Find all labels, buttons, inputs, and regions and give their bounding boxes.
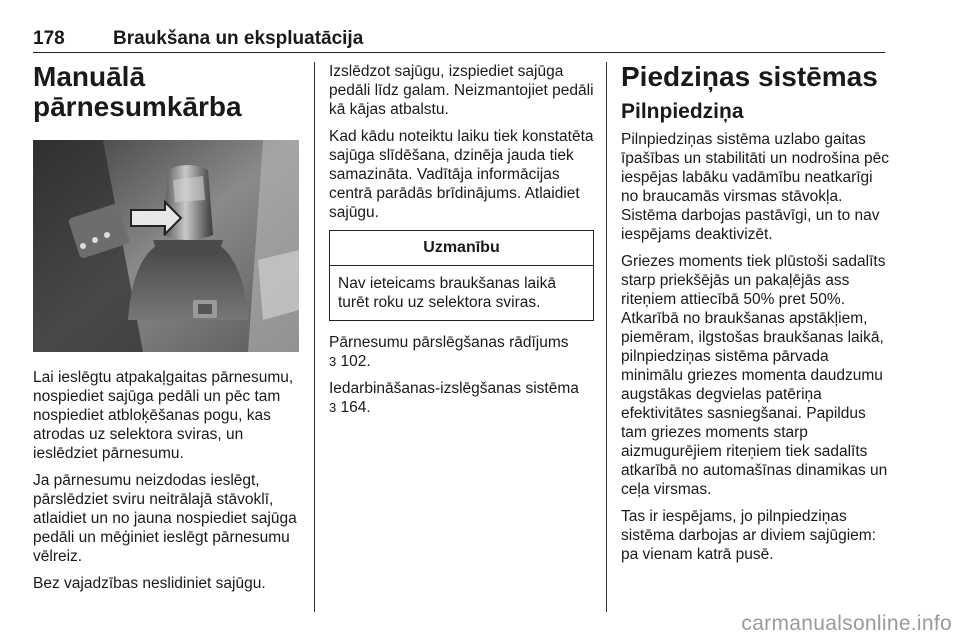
paragraph: Lai ieslēgtu atpakaļgaitas pārnesumu, nospiediet sajūga pedāli un pēc tam nospiediet atbloķēšanas pogu, kas atrodas uz selektora sviras, un ieslēdziet pārnesumu.	[33, 369, 294, 462]
column-divider	[606, 62, 607, 612]
warning-text: Nav ieteicams braukšanas laikā turēt roku uz selektora sviras.	[338, 275, 556, 311]
section-title-line2: pārnesumkārba	[33, 91, 242, 122]
paragraph: Izslēdzot sajūgu, izspiediet sajūga pedāli līdz galam. Neizmantojiet pedāli kā kājas atbalstu.	[329, 63, 594, 118]
watermark: carmanualsonline.info	[741, 612, 952, 635]
section-title: Piedziņas sistēmas	[621, 61, 878, 92]
reference-text: Iedarbināšanas-izslēgšanas sistēma	[329, 380, 579, 397]
warning-title: Uzmanību	[330, 231, 593, 266]
paragraph: Bez vajadzības neslidiniet sajūgu.	[33, 575, 266, 592]
paragraph: Kad kādu noteiktu laiku tiek konstatēta sajūga slīdēšana, dzinēja jauda tiek samazināta. Vadītāja informācijas centrā parādās brīdinājums. Atlaidiet sajūgu.	[329, 128, 594, 221]
column-divider	[314, 62, 315, 612]
section-title-line1: Manuālā	[33, 61, 146, 92]
column-clutch	[329, 62, 594, 425]
reference-arrow-icon: 3	[329, 354, 337, 369]
column-manual-gearbox	[33, 62, 299, 601]
subsection-title: Pilnpiedziņa	[621, 100, 744, 123]
gear-selector-photo	[33, 140, 299, 352]
reference-arrow-icon: 3	[329, 400, 337, 415]
paragraph: Tas ir iespējams, jo pilnpiedziņas sistēma darbojas ar diviem sajūgiem: pa vienam katrā pusē.	[621, 508, 876, 563]
page-number: 178	[33, 28, 65, 49]
cross-reference[interactable]	[329, 379, 594, 417]
paragraph: Pilnpiedziņas sistēma uzlabo gaitas īpašības un stabilitāti un nodrošina pēc iespējas labāku vadāmību neatkarīgi no braucamās virsmas stāvokļa. Sistēma darbojas pastāvīgi, un to nav iespējams deaktivizēt.	[621, 131, 889, 243]
reference-page[interactable]: 164.	[340, 399, 371, 416]
cross-reference[interactable]	[329, 333, 594, 371]
warning-box	[329, 230, 594, 321]
paragraph: Griezes moments tiek plūstoši sadalīts starp priekšējās un pakaļējās ass riteņiem attiecībā 50% pret 50%. Atkarībā no braukšanas apstākļiem, piemēram, ilgstošas braukšanas laikā, pilnpiedziņas sistēma pārvada minimālu griezes momenta daudzumu augstākas degvielas patēriņa efektivitātes sasniegšanai. Papildus tam griezes moments starp aizmugurējiem riteņiem tiek sadalīts atkarībā no automašīnas dinamikas un ceļa virsmas.	[621, 253, 888, 498]
running-title: Braukšana un ekspluatācija	[113, 28, 364, 49]
paragraph: Ja pārnesumu neizdodas ieslēgt, pārslēdziet sviru neitrālajā stāvoklī, atlaidiet un no jauna nospiediet sajūga pedāli un mēģiniet ieslēgt pārnesumu vēlreiz.	[33, 472, 297, 565]
reference-page[interactable]: 102.	[340, 353, 371, 370]
reference-text: Pārnesumu pārslēgšanas rādījums	[329, 334, 569, 351]
column-drive-systems	[621, 62, 889, 572]
page-header	[33, 26, 885, 53]
section-title	[33, 62, 299, 122]
